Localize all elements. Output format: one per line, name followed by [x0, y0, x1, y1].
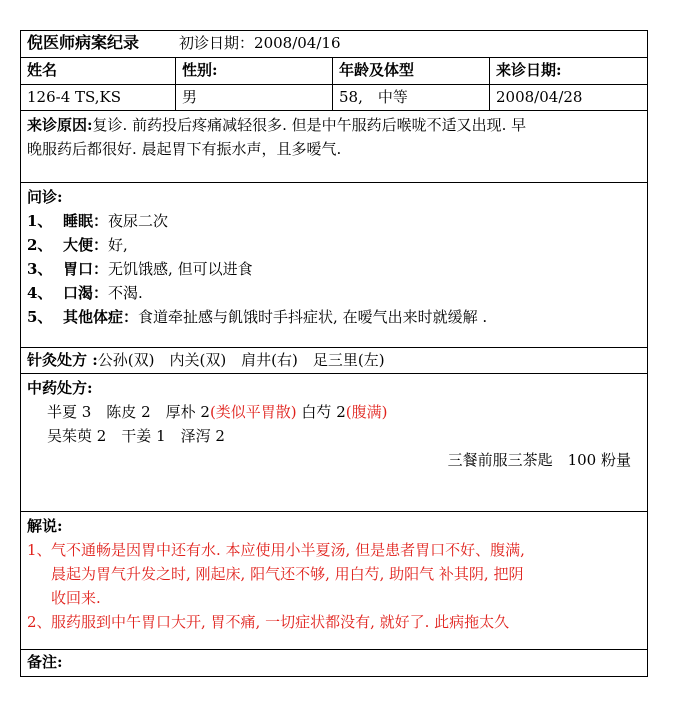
notes-label: 备注:	[27, 653, 63, 671]
inquiry-item-number: 3、	[27, 260, 53, 278]
record-title: 倪医师病案纪录	[27, 33, 140, 52]
patient-age-type: 58, 中等	[333, 85, 490, 111]
inquiry-item-sep: ：	[93, 260, 109, 278]
inquiry-item	[27, 305, 641, 329]
herbal-line1-herbs: 半夏 3 陈皮 2 厚朴 2	[47, 403, 210, 421]
explanation-item1-line3: 收回来.	[51, 589, 101, 607]
herbal-line1-baishao: 白芍 2	[296, 403, 346, 421]
inquiry-item-sep: ：	[93, 284, 109, 302]
patient-gender: 男	[176, 85, 333, 111]
acupuncture-label: 针灸处方 :	[27, 351, 98, 369]
reason-row	[21, 111, 648, 183]
herbal-row	[21, 374, 648, 512]
header-age-type: 年龄及体型	[333, 58, 490, 85]
herbal-note-fuman: (腹满)	[345, 403, 388, 421]
herbal-note-pingwei: (类似平胃散)	[209, 403, 297, 421]
herbal-line1	[27, 400, 641, 424]
patient-name: 126-4 TS,KS	[21, 85, 176, 111]
explanation-row	[21, 512, 648, 650]
herbal-line2: 吴茱萸 2 干姜 1 泽泻 2	[47, 427, 225, 445]
notes-row	[21, 650, 648, 677]
explanation-item1-line2: 晨起为胃气升发之时, 刚起床, 阳气还不够, 用白芍, 助阳气 补其阴, 把阴	[51, 565, 524, 583]
inquiry-item-value: 食道牵扯感与飢饿时手抖症状, 在嗳气出来时就缓解 .	[138, 308, 488, 326]
notes-cell	[21, 650, 648, 677]
reason-label: 来诊原因:	[27, 116, 93, 134]
inquiry-item-number: 4、	[27, 284, 53, 302]
inquiry-item-number: 5、	[27, 308, 53, 326]
inquiry-cell	[21, 183, 648, 348]
inquiry-item-key: 胃口	[63, 260, 94, 278]
explanation-item	[27, 610, 641, 634]
header-gender: 性别:	[176, 58, 333, 85]
inquiry-item	[27, 281, 641, 305]
herbal-label: 中药处方:	[27, 379, 93, 397]
explanation-item1-line1: 气不通畅是因胃中还有水. 本应使用小半夏汤, 但是患者胃口不好、腹满,	[51, 541, 525, 559]
herbal-cell	[21, 374, 648, 512]
reason-cell	[21, 111, 648, 183]
inquiry-row	[21, 183, 648, 348]
inquiry-item-value: 无饥饿感, 但可以进食	[108, 260, 253, 278]
acupuncture-row	[21, 348, 648, 374]
inquiry-item	[27, 233, 641, 257]
inquiry-item-key: 其他体症	[63, 308, 124, 326]
explanation-cell	[21, 512, 648, 650]
header-name: 姓名	[21, 58, 176, 85]
explanation-item-number: 2、	[27, 613, 52, 631]
patient-visit-date: 2008/04/28	[490, 85, 648, 111]
herbal-dosage: 三餐前服三茶匙 100 粉量	[447, 451, 631, 469]
reason-line2: 晚服药后都很好. 晨起胃下有振水声，且多嗳气.	[27, 140, 342, 158]
inquiry-item-key: 大便	[63, 236, 94, 254]
inquiry-item	[27, 257, 641, 281]
first-visit-label: 初诊日期：	[179, 34, 255, 52]
inquiry-item-sep: ：	[93, 212, 109, 230]
header-row	[21, 58, 648, 85]
acupuncture-cell	[21, 348, 648, 374]
acupuncture-value: 公孙(双) 内关(双) 肩井(右) 足三里(左)	[97, 351, 385, 369]
record-title-cell	[21, 31, 648, 58]
first-visit-date: 2008/04/16	[254, 34, 341, 52]
explanation-label: 解说:	[27, 517, 63, 535]
inquiry-label: 问诊:	[27, 188, 63, 206]
patient-row	[21, 85, 648, 111]
record-title-row	[21, 31, 648, 58]
inquiry-item-value: 不渴.	[108, 284, 143, 302]
inquiry-item-key: 睡眠	[63, 212, 94, 230]
inquiry-item-sep: ：	[123, 308, 139, 326]
inquiry-item-number: 2、	[27, 236, 53, 254]
inquiry-item-value: 夜尿二次	[108, 212, 169, 230]
inquiry-item	[27, 209, 641, 233]
inquiry-item-key: 口渴	[63, 284, 94, 302]
inquiry-item-number: 1、	[27, 212, 53, 230]
inquiry-item-sep: ：	[93, 236, 109, 254]
inquiry-item-value: 好,	[108, 236, 128, 254]
reason-line1: 复诊. 前药投后疼痛减轻很多. 但是中午服药后喉咙不适又出现. 早	[92, 116, 527, 134]
explanation-item	[27, 538, 641, 610]
header-visit-date: 来诊日期:	[490, 58, 648, 85]
explanation-item2-line1: 服药服到中午胃口大开, 胃不痛, 一切症状都没有, 就好了. 此病拖太久	[51, 613, 510, 631]
medical-record-table	[20, 30, 648, 677]
explanation-item-number: 1、	[27, 541, 52, 559]
